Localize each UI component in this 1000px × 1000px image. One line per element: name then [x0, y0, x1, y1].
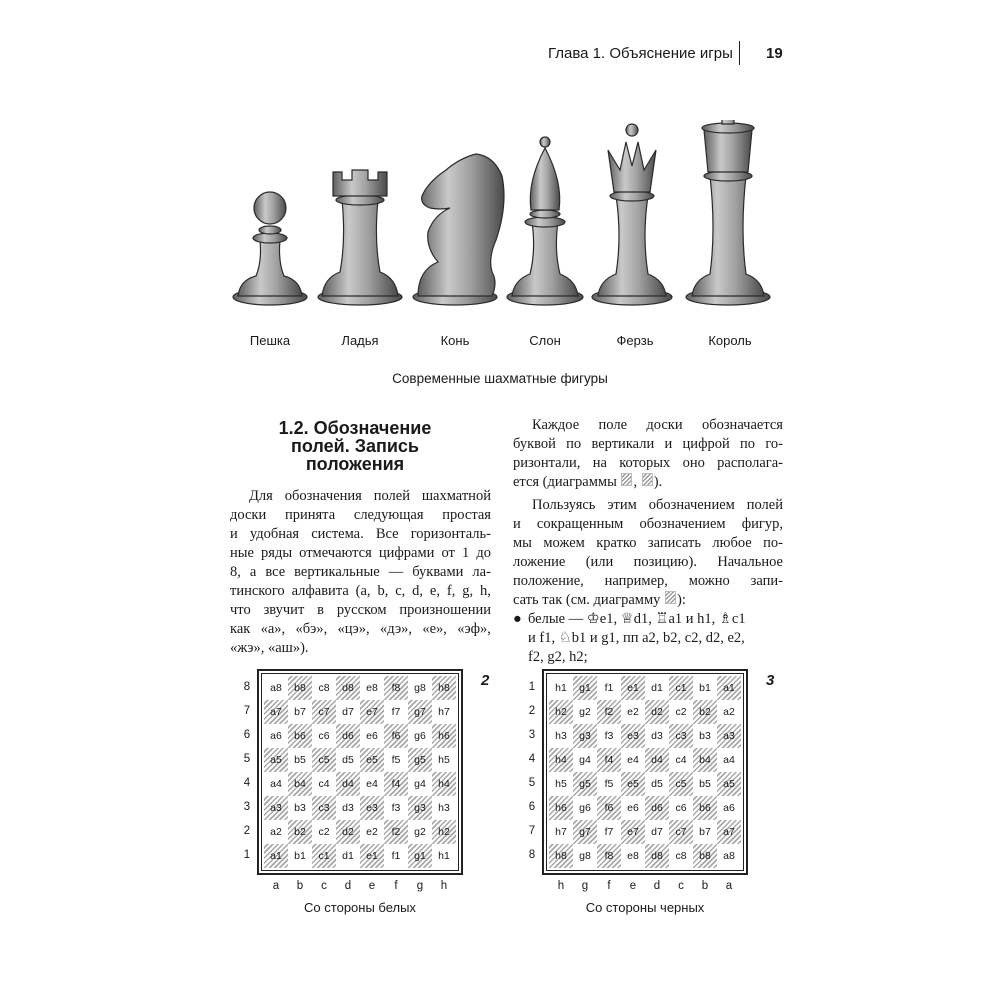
pawn-icon [233, 192, 307, 305]
board-square: h6 [432, 724, 456, 748]
board-square: h2 [432, 820, 456, 844]
board-square: h5 [438, 754, 450, 766]
board-square: b2 [693, 700, 717, 724]
board-square: d6 [336, 724, 360, 748]
board-square: a7 [717, 820, 741, 844]
right-column [513, 416, 783, 667]
diagram-ref-icon[interactable] [621, 473, 632, 486]
file-label: h [557, 880, 565, 892]
knight-icon [413, 154, 504, 305]
list-item [513, 610, 783, 667]
board-square: c2 [318, 826, 330, 838]
rook-label: Ладья [341, 333, 379, 348]
board-square: c5 [312, 748, 336, 772]
file-label: a [725, 880, 733, 892]
board-square: a1 [717, 676, 741, 700]
rank-label: 6 [528, 801, 536, 813]
file-label: g [581, 880, 589, 892]
file-label: d [653, 880, 661, 892]
text-line: что звучит в русском произношении [230, 602, 491, 618]
text-line: положение, например, можно запи- [513, 573, 783, 589]
rank-label: 5 [528, 777, 536, 789]
file-label: g [416, 880, 424, 892]
pieces-caption: Современные шахматные фигуры [392, 371, 608, 386]
board-square: g6 [579, 802, 591, 814]
board-white-side [240, 670, 500, 920]
board-square: f1 [604, 682, 614, 694]
board-square: d4 [645, 748, 669, 772]
board-square: e1 [621, 676, 645, 700]
board-square: a2 [270, 826, 282, 838]
board-square: h5 [555, 778, 567, 790]
board-square: f3 [391, 802, 401, 814]
rank-label: 8 [243, 681, 251, 693]
board-square: b1 [699, 682, 711, 694]
board-square: e7 [621, 820, 645, 844]
rank-label: 3 [528, 729, 536, 741]
board-square: f5 [391, 754, 401, 766]
board-square: c7 [312, 700, 336, 724]
board-square: g1 [408, 844, 432, 868]
board-square: a3 [264, 796, 288, 820]
board-square: f8 [384, 676, 408, 700]
board-square: f3 [604, 730, 614, 742]
board-square: c6 [318, 730, 330, 742]
board-square: b5 [699, 778, 711, 790]
board-square: c1 [312, 844, 336, 868]
board-square: h7 [555, 826, 567, 838]
text-fragment: ется (диаграммы [513, 474, 617, 490]
file-label: a [272, 880, 280, 892]
board-square: b6 [288, 724, 312, 748]
rank-label: 7 [528, 825, 536, 837]
text-line: Для обозначения полей шахматной [249, 488, 491, 504]
board-square: c8 [318, 682, 330, 694]
file-label: e [368, 880, 376, 892]
board-square: h4 [549, 748, 573, 772]
board-square: c3 [312, 796, 336, 820]
board-square: c8 [675, 850, 687, 862]
text-fragment: сать так (см. диаграмму [513, 592, 661, 608]
board-square: f2 [384, 820, 408, 844]
section-title [230, 419, 480, 473]
board-square: d6 [645, 796, 669, 820]
board-square: h1 [438, 850, 450, 862]
board-square: b8 [288, 676, 312, 700]
section-title-line: полей. Запись [291, 436, 419, 456]
queen-label: Ферзь [616, 333, 654, 348]
board-square: g8 [579, 850, 591, 862]
board-square: h6 [549, 796, 573, 820]
board-square: a4 [723, 754, 735, 766]
board-square: a1 [264, 844, 288, 868]
rank-label: 8 [528, 849, 536, 861]
board-square: g6 [414, 730, 426, 742]
board-square: b3 [699, 730, 711, 742]
text-line: «жэ», «аш»). [230, 640, 309, 656]
board-square: d5 [342, 754, 354, 766]
rank-label: 5 [243, 753, 251, 765]
board-square: f1 [391, 850, 401, 862]
board-square: f6 [384, 724, 408, 748]
text-line: ризонтали, на которых оно располага- [513, 455, 783, 471]
board-square: f7 [391, 706, 401, 718]
board-square: d7 [342, 706, 354, 718]
board-square: b4 [288, 772, 312, 796]
board-square: d2 [336, 820, 360, 844]
diagram-caption: Со стороны черных [585, 900, 705, 915]
file-label: c [321, 880, 327, 892]
board-square: e6 [627, 802, 639, 814]
board-black-side [525, 670, 795, 920]
board-square: a2 [723, 706, 735, 718]
page-number: 19 [766, 45, 783, 62]
board-square: d3 [342, 802, 354, 814]
board-square: b2 [288, 820, 312, 844]
board-square: a4 [270, 778, 282, 790]
board-square: e5 [360, 748, 384, 772]
board-square: g7 [408, 700, 432, 724]
chess-pieces-illustration [0, 120, 1000, 315]
diagram-ref-icon[interactable] [665, 591, 676, 604]
text-line: Каждое поле доски обозначается [532, 417, 783, 433]
text-line: и удобная система. Все горизонталь- [230, 526, 491, 542]
text-line: мы можем кратко записать любое по- [513, 535, 783, 551]
board-square: e3 [621, 724, 645, 748]
board-square: c7 [669, 820, 693, 844]
board-square: f4 [384, 772, 408, 796]
chapter-title: Глава 1. Объяснение игры [548, 45, 733, 62]
board-square: b1 [294, 850, 306, 862]
text-fragment: ): [677, 592, 686, 608]
file-label: b [296, 880, 304, 892]
board-square: e4 [627, 754, 639, 766]
board-square: e1 [360, 844, 384, 868]
file-label: h [440, 880, 448, 892]
bishop-icon [507, 137, 583, 305]
rank-label: 4 [243, 777, 251, 789]
board-square: a6 [723, 802, 735, 814]
text-line: тинского алфавита (a, b, c, d, e, f, g, h, [230, 583, 491, 599]
board-square: c4 [675, 754, 687, 766]
board-square: a3 [717, 724, 741, 748]
board-square: e8 [627, 850, 639, 862]
king-label: Король [708, 333, 752, 348]
header-divider [739, 41, 740, 65]
text-line: ложение (или позицию). Начальное [513, 554, 783, 570]
board-square: g2 [414, 826, 426, 838]
board-square: g8 [414, 682, 426, 694]
rank-label: 2 [243, 825, 251, 837]
board-square: c1 [669, 676, 693, 700]
file-label: f [394, 880, 398, 892]
board-square: a7 [264, 700, 288, 724]
board-square: b5 [294, 754, 306, 766]
board-square: g2 [579, 706, 591, 718]
board-square: b7 [294, 706, 306, 718]
board-square: g4 [579, 754, 591, 766]
board-square: h3 [438, 802, 450, 814]
board-square: d8 [336, 676, 360, 700]
rank-label: 4 [528, 753, 536, 765]
board-square: b3 [294, 802, 306, 814]
king-icon [686, 120, 770, 305]
board-square: f8 [597, 844, 621, 868]
board-square: a5 [717, 772, 741, 796]
text-line: f2, g2, h2; [528, 649, 588, 665]
board-square: e5 [621, 772, 645, 796]
board-square: h3 [555, 730, 567, 742]
board-square: f7 [604, 826, 614, 838]
text-line [513, 591, 783, 610]
file-label: f [607, 880, 611, 892]
knight-label: Конь [440, 333, 470, 348]
rank-label: 2 [528, 705, 536, 717]
board-square: g5 [408, 748, 432, 772]
section-title-line: 1.2. Обозначение [278, 418, 432, 438]
board-square: d3 [651, 730, 663, 742]
board-square: h2 [549, 700, 573, 724]
text-line: 8, а все вертикальные — буквами ла- [230, 564, 491, 580]
board-square: b7 [699, 826, 711, 838]
text-fragment: , [633, 474, 638, 490]
board-square: f6 [597, 796, 621, 820]
text-line: доски принята следующая простая [230, 507, 491, 523]
rank-label: 3 [243, 801, 251, 813]
board-square: c6 [675, 802, 687, 814]
diagram-number: 3 [766, 672, 775, 689]
text-line: и f1, ♘b1 и g1, пп a2, b2, c2, d2, e2, [528, 630, 745, 646]
rank-label: 1 [243, 849, 251, 861]
board-square: b8 [693, 844, 717, 868]
rank-label: 1 [528, 681, 536, 693]
board-square: g3 [573, 724, 597, 748]
diagram-ref-icon[interactable] [642, 473, 653, 486]
board-square: e2 [366, 826, 378, 838]
board-square: f2 [597, 700, 621, 724]
rook-icon [318, 170, 402, 305]
board-square: c4 [318, 778, 330, 790]
section-title-line: положения [305, 454, 405, 474]
file-label: d [344, 880, 352, 892]
board-square: e6 [366, 730, 378, 742]
board-square: e8 [366, 682, 378, 694]
text-line: ные ряды отмечаются цифрами от 1 до [230, 545, 491, 561]
board-square: f5 [604, 778, 614, 790]
board-square: c3 [669, 724, 693, 748]
text-fragment: ). [653, 474, 663, 490]
text-line [513, 473, 783, 492]
bishop-label: Слон [529, 333, 561, 348]
board-square: a5 [264, 748, 288, 772]
board-square: f4 [597, 748, 621, 772]
board-square: e2 [627, 706, 639, 718]
board-square: d5 [651, 778, 663, 790]
board-square: d1 [651, 682, 663, 694]
board-square: a6 [270, 730, 282, 742]
board-square: d8 [645, 844, 669, 868]
board-square: h8 [432, 676, 456, 700]
board-square: b6 [693, 796, 717, 820]
board-square: g5 [573, 772, 597, 796]
text-line: и сокращенным обозначением фигур, [513, 516, 783, 532]
board-square: e7 [360, 700, 384, 724]
pawn-label: Пешка [249, 333, 291, 348]
board-square: c2 [675, 706, 687, 718]
board-square: d2 [645, 700, 669, 724]
diagram-number: 2 [481, 672, 490, 689]
text-line: белые — ♔e1, ♕d1, ♖a1 и h1, ♗c1 [528, 611, 746, 627]
board-square: d4 [336, 772, 360, 796]
bullet-icon: ● [513, 611, 522, 627]
text-line: буквой по вертикали и цифрой по го- [513, 436, 783, 452]
board-square: c5 [669, 772, 693, 796]
rank-label: 6 [243, 729, 251, 741]
left-column-paragraph [230, 487, 491, 658]
queen-icon [592, 124, 672, 305]
file-label: b [701, 880, 709, 892]
text-line: как «а», «бэ», «цэ», «дэ», «е», «эф», [230, 621, 491, 637]
board-square: h7 [438, 706, 450, 718]
file-label: c [678, 880, 684, 892]
rank-label: 7 [243, 705, 251, 717]
board-square: g3 [408, 796, 432, 820]
text-line: Пользуясь этим обозначением полей [532, 497, 783, 513]
file-label: e [629, 880, 637, 892]
board-square: h1 [555, 682, 567, 694]
board-square: a8 [270, 682, 282, 694]
diagram-caption: Со стороны белых [304, 900, 416, 915]
board-square: g7 [573, 820, 597, 844]
board-square: g4 [414, 778, 426, 790]
board-square: g1 [573, 676, 597, 700]
board-square: d7 [651, 826, 663, 838]
board-square: a8 [723, 850, 735, 862]
board-square: h4 [432, 772, 456, 796]
board-square: h8 [549, 844, 573, 868]
board-square: e4 [366, 778, 378, 790]
board-square: b4 [693, 748, 717, 772]
board-square: d1 [342, 850, 354, 862]
board-square: e3 [360, 796, 384, 820]
